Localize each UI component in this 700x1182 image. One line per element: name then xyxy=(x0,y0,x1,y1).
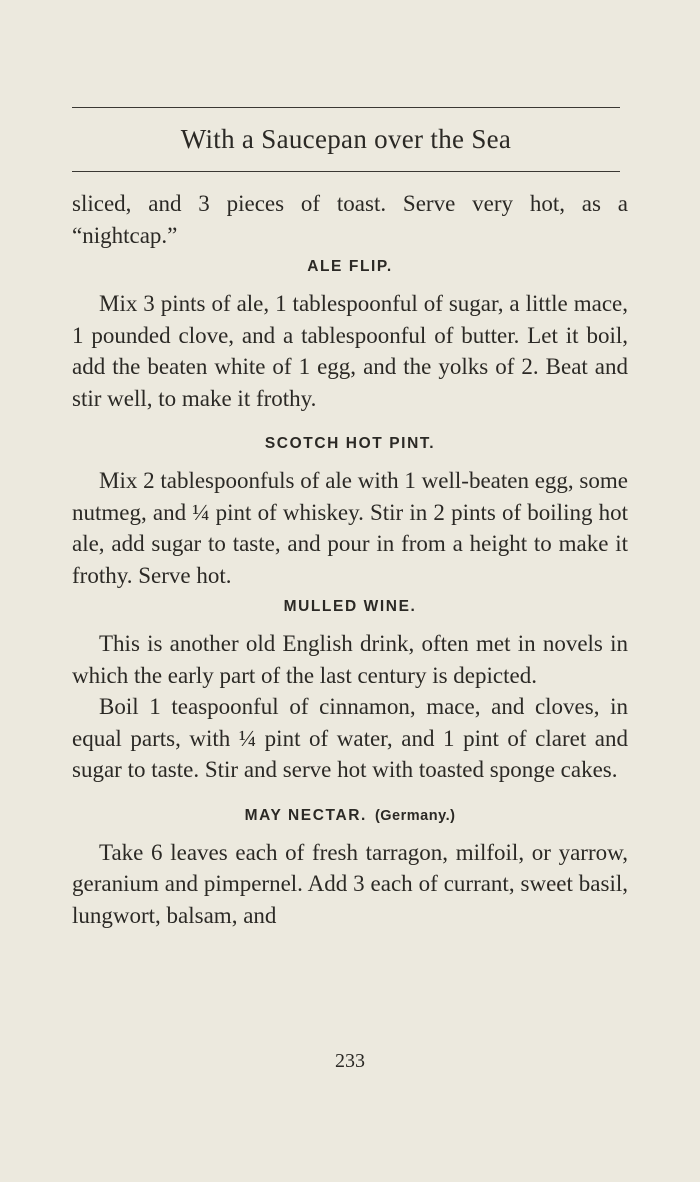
may-nectar-origin: (Germany.) xyxy=(374,807,456,824)
page-body xyxy=(72,188,628,931)
header-rule-bottom xyxy=(72,171,620,172)
header-rule-top xyxy=(72,107,620,108)
scotch-hot-pint-paragraph: Mix 2 tablespoonfuls of ale with 1 well-beaten egg, some nutmeg, and ¼ pint of whiskey. Stir in 2 pints of boiling hot ale, add sugar to taste, and pour in from a height to make it frothy. Serve hot. xyxy=(72,468,628,588)
running-head: With a Saucepan over the Sea xyxy=(180,124,512,154)
page-number: 233 xyxy=(335,1050,365,1072)
section-heading-mulled-wine: MULLED WINE. xyxy=(283,598,417,615)
section-heading-scotch-hot-pint: SCOTCH HOT PINT. xyxy=(264,435,436,452)
section-heading-ale-flip: ALE FLIP. xyxy=(307,258,393,275)
continuation-paragraph: sliced, and 3 pieces of toast. Serve very hot, as a “nightcap.” xyxy=(72,191,628,248)
mulled-wine-paragraph-1: This is another old English drink, often met in novels in which the early part of the last century is depicted. xyxy=(72,631,628,688)
may-nectar-paragraph: Take 6 leaves each of fresh tarragon, milfoil, or yarrow, geranium and pimpernel. Add 3 each of currant, sweet basil, lungwort, balsam, and xyxy=(72,839,628,928)
ale-flip-paragraph: Mix 3 pints of ale, 1 tablespoonful of sugar, a little mace, 1 pounded clove, and a tablespoonful of butter. Let it boil, add the beaten white of 1 egg, and the yolks of 2. Beat and stir well, to make it frothy. xyxy=(72,291,628,411)
mulled-wine-paragraph-2: Boil 1 teaspoonful of cinnamon, mace, and cloves, in equal parts, with ¼ pint of water, and 1 pint of claret and sugar to taste. Stir and serve hot with toasted sponge cakes. xyxy=(72,694,628,782)
may-nectar-title: MAY NECTAR. xyxy=(244,806,367,824)
section-heading-may-nectar xyxy=(72,800,628,831)
